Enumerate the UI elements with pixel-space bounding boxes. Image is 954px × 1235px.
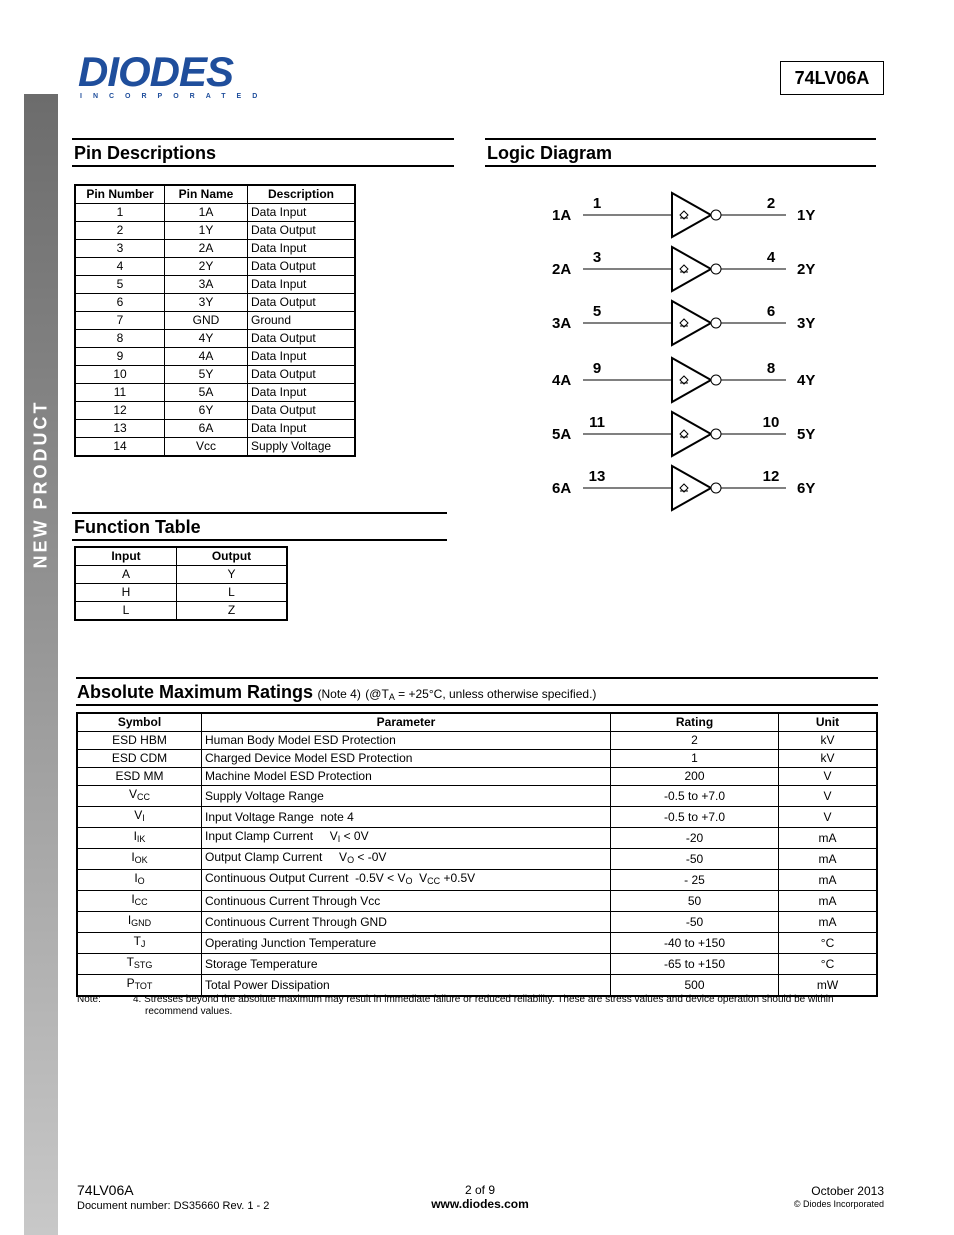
table-row [75,258,355,276]
pin-name-cell: 4A [165,348,248,366]
table-row [75,420,355,438]
output-name-label: 5Y [797,426,816,443]
input-header: Input [75,547,177,566]
description-header: Description [248,185,356,204]
rating-cell: 50 [611,891,779,912]
symbol-cell: $I_{GND}$ [77,912,202,933]
footer-doc-number: Document number: DS35660 Rev. 1 - 2 [77,1200,270,1212]
buffer-triangle [672,358,711,402]
pin-number-header: Pin Number [75,185,165,204]
pin-descriptions-table [74,184,356,457]
table-row [77,732,877,750]
abs-max-note-ref: (Note 4) [317,687,361,701]
inverter-gate [552,466,815,510]
input-cell: H [75,584,177,602]
parameter-cell: Charged Device Model ESD Protection [202,750,611,768]
table-row [75,240,355,258]
rating-cell: -65 to +150 [611,954,779,975]
unit-cell: mA [779,912,878,933]
input-pin-label: 9 [592,360,602,377]
unit-cell: mA [779,891,878,912]
description-cell: Data Output [248,294,356,312]
parameter-cell: Storage Temperature [202,954,611,975]
unit-cell: mA [779,870,878,891]
inversion-bubble [711,375,721,385]
symbol-cell: ESD HBM [77,732,202,750]
unit-cell: V [779,786,878,807]
table-row [77,786,877,807]
function-table [74,546,288,621]
unit-cell: °C [779,954,878,975]
rating-cell: -50 [611,849,779,870]
pin-number-cell: 8 [75,330,165,348]
output-name-label: 1Y [797,207,816,224]
logo-brand: DIODES [78,48,234,95]
description-cell: Data Output [248,330,356,348]
symbol-cell: $I_{IK}$ [77,828,202,849]
pin-number-cell: 1 [75,204,165,222]
table-row [75,602,287,621]
input-pin-label: 11 [589,414,605,431]
symbol-cell: $P_{TOT}$ [77,975,202,997]
rating-cell: 200 [611,768,779,786]
unit-cell: V [779,807,878,828]
parameter-cell: Continuous Current Through GND [202,912,611,933]
pin-name-cell: GND [165,312,248,330]
table-row [75,438,355,457]
table-row [75,312,355,330]
description-cell: Data Input [248,348,356,366]
pin-name-cell: 5A [165,384,248,402]
symbol-cell: $T_J$ [77,933,202,954]
symbol-header: Symbol [77,713,202,732]
unit-cell: kV [779,732,878,750]
inverter-gate [552,247,815,291]
pin-number-cell: 3 [75,240,165,258]
symbol-cell: $I_{CC}$ [77,891,202,912]
table-row [75,294,355,312]
table-row [75,204,355,222]
inversion-bubble [711,429,721,439]
input-name-label: 3A [552,315,572,332]
input-name-label: 4A [552,372,572,389]
output-pin-label: 4 [766,249,776,266]
pin-name-cell: 1Y [165,222,248,240]
footer-part: 74LV06A [77,1182,134,1198]
pin-name-cell: 2Y [165,258,248,276]
parameter-cell: Continuous Current Through Vcc [202,891,611,912]
input-cell: A [75,566,177,584]
parameter-cell: Total Power Dissipation [202,975,611,997]
abs-max-table [76,712,878,997]
pin-name-cell: 5Y [165,366,248,384]
table-row [75,276,355,294]
description-cell: Data Input [248,384,356,402]
parameter-cell: Input Clamp Current $V_I < 0V$ [202,828,611,849]
description-cell: Data Output [248,258,356,276]
table-row [77,891,877,912]
pin-number-cell: 2 [75,222,165,240]
pin-number-cell: 5 [75,276,165,294]
inverter-gate [552,358,815,402]
parameter-cell: Supply Voltage Range [202,786,611,807]
table-row [77,807,877,828]
output-header: Output [177,547,288,566]
table-row [75,222,355,240]
unit-cell: mA [779,828,878,849]
input-pin-label: 5 [592,303,602,320]
diodes-logo [78,48,269,100]
pin-number-cell: 6 [75,294,165,312]
rating-cell: -40 to +150 [611,933,779,954]
pin-number-cell: 14 [75,438,165,457]
description-cell: Data Input [248,420,356,438]
footer-copyright: © Diodes Incorporated [793,1199,884,1209]
rating-cell: -0.5 to +7.0 [611,807,779,828]
input-name-label: 1A [552,207,572,224]
unit-cell: kV [779,750,878,768]
parameter-cell: Output Clamp Current $V_O < -0V$ [202,849,611,870]
buffer-triangle [672,247,711,291]
abs-max-condition: ($@T_A = +25^\circ C$, unless otherwise specified.) [365,687,597,702]
abs-max-header [77,713,877,732]
rating-cell: 500 [611,975,779,997]
parameter-cell: Operating Junction Temperature [202,933,611,954]
pin-number-cell: 13 [75,420,165,438]
inversion-bubble [711,483,721,493]
function-table-header [75,547,287,566]
output-cell: Z [177,602,288,621]
abs-max-title-bar [76,677,878,706]
input-pin-label: 13 [588,468,606,485]
parameter-cell: Input Voltage Range note 4 [202,807,611,828]
description-cell: Supply Voltage [248,438,356,457]
table-row [77,849,877,870]
parameter-cell: Machine Model ESD Protection [202,768,611,786]
output-cell: Y [177,566,288,584]
inverter-gate [552,193,815,237]
inverter-gate [552,301,815,345]
footer-url[interactable]: www.diodes.com [431,1197,529,1211]
footer-page: 2 of 9 [464,1183,496,1197]
unit-cell: V [779,768,878,786]
abs-max-title: Absolute Maximum Ratings [77,682,314,702]
unit-header: Unit [779,713,878,732]
symbol-cell: ESD MM [77,768,202,786]
pin-name-cell: 2A [165,240,248,258]
table-row [75,584,287,602]
rating-header: Rating [611,713,779,732]
rating-cell: -0.5 to +7.0 [611,786,779,807]
input-pin-label: 3 [592,249,602,266]
buffer-triangle [672,466,711,510]
description-cell: Data Input [248,204,356,222]
pin-number-cell: 11 [75,384,165,402]
description-cell: Data Output [248,222,356,240]
parameter-cell: Continuous Output Current $-0.5V < V_O$ $V_{CC} +0.5V$ [202,870,611,891]
unit-cell: mW [779,975,878,997]
symbol-cell: $T_{STG}$ [77,954,202,975]
output-pin-label: 12 [762,468,780,485]
unit-cell: mA [779,849,878,870]
table-row [77,912,877,933]
output-name-label: 6Y [797,480,816,497]
rating-cell: 1 [611,750,779,768]
rating-cell: -20 [611,828,779,849]
table-row [75,566,287,584]
description-cell: Data Input [248,240,356,258]
inverter-gate [552,412,815,456]
output-pin-label: 8 [766,360,776,377]
pin-name-cell: 6A [165,420,248,438]
rating-cell: 2 [611,732,779,750]
pin-name-cell: 3A [165,276,248,294]
sidebar-label: NEW PRODUCT [30,399,51,569]
unit-cell: °C [779,933,878,954]
output-cell: L [177,584,288,602]
table-row [77,750,877,768]
parameter-cell: Human Body Model ESD Protection [202,732,611,750]
logic-diagram [540,185,840,515]
input-name-label: 2A [552,261,572,278]
input-cell: L [75,602,177,621]
pin-number-cell: 9 [75,348,165,366]
part-number-box: 74LV06A [780,61,884,95]
note-label: Note: [77,994,101,1005]
input-name-label: 6A [552,480,572,497]
pin-number-cell: 4 [75,258,165,276]
parameter-header: Parameter [202,713,611,732]
symbol-cell: $I_{OK}$ [77,849,202,870]
buffer-triangle [672,193,711,237]
inversion-bubble [711,264,721,274]
output-pin-label: 10 [762,414,780,431]
pin-name-cell: Vcc [165,438,248,457]
logo-sub: INCORPORATED [80,93,269,100]
description-cell: Data Output [248,402,356,420]
symbol-cell: $I_O$ [77,870,202,891]
rating-cell: - 25 [611,870,779,891]
description-cell: Ground [248,312,356,330]
input-pin-label: 1 [592,195,602,212]
output-name-label: 3Y [797,315,816,332]
inversion-bubble [711,210,721,220]
symbol-cell: $V_I$ [77,807,202,828]
buffer-triangle [672,301,711,345]
output-pin-label: 2 [766,195,776,212]
description-cell: Data Output [248,366,356,384]
table-row [77,870,877,891]
pin-number-cell: 10 [75,366,165,384]
footer-date: October 2013 [811,1184,884,1198]
note-text: 4. Stresses beyond the absolute maximum may result in immediate failure or reduced reliability. These are stress values and device operation should be within recommend values. [133,994,834,1017]
table-row [77,954,877,975]
table-row [75,366,355,384]
pin-number-cell: 12 [75,402,165,420]
table-row [77,933,877,954]
table-row [77,975,877,997]
table-row [75,384,355,402]
sidebar-band [24,94,58,1235]
table-row [75,330,355,348]
pin-table-header [75,185,355,204]
pin-name-cell: 3Y [165,294,248,312]
table-row [75,348,355,366]
inversion-bubble [711,318,721,328]
pin-name-cell: 1A [165,204,248,222]
table-row [77,828,877,849]
rating-cell: -50 [611,912,779,933]
pin-descriptions-title: Pin Descriptions [72,138,454,167]
description-cell: Data Input [248,276,356,294]
buffer-triangle [672,412,711,456]
output-pin-label: 6 [766,303,776,320]
input-name-label: 5A [552,426,572,443]
pin-name-cell: 6Y [165,402,248,420]
table-row [75,402,355,420]
function-table-title: Function Table [72,512,447,541]
pin-name-cell: 4Y [165,330,248,348]
output-name-label: 4Y [797,372,816,389]
symbol-cell: ESD CDM [77,750,202,768]
symbol-cell: $V_{CC}$ [77,786,202,807]
logic-diagram-title: Logic Diagram [485,138,876,167]
pin-number-cell: 7 [75,312,165,330]
output-name-label: 2Y [797,261,816,278]
pin-name-header: Pin Name [165,185,248,204]
table-row [77,768,877,786]
